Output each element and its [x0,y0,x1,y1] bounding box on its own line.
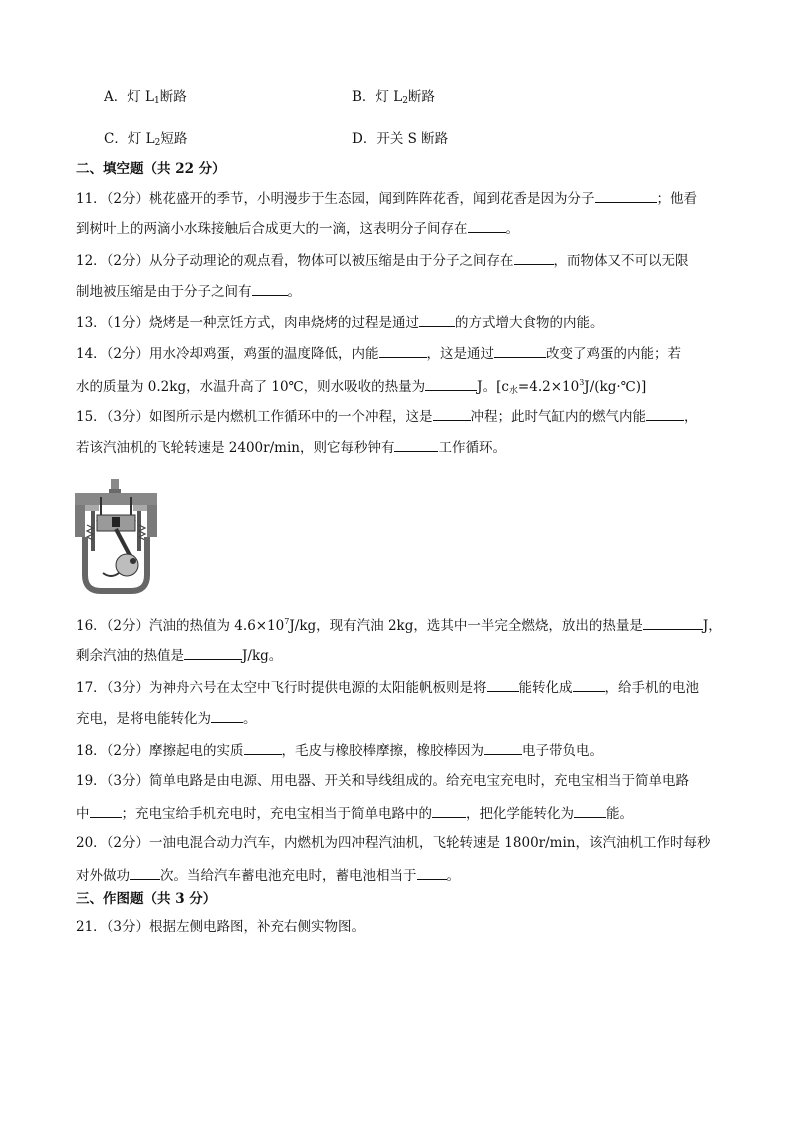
q15-text-e: 工作循环。 [438,440,506,456]
question-12-line-2 [76,281,301,301]
q16-text-c: J， [702,618,722,634]
answer-blank[interactable] [90,803,122,818]
answer-blank[interactable] [433,406,471,421]
q13-text-b: 的方式增大食物的内能。 [455,315,604,331]
answer-blank[interactable] [419,312,455,327]
question-20-line-1: 20．（2分）一油电混合动力汽车，内燃机为四冲程汽油机，飞轮转速是 1800r/min，该汽油机工作时每秒 [76,835,711,851]
q19-text-c: ，把化学能转化为 [466,806,574,822]
question-19-line-2 [76,803,633,823]
option-c-text: C．灯 L [104,131,155,147]
q16-sup: 7 [284,617,290,626]
q13-text-a: 13．（1分）烧烤是一种烹饪方式，肉串烧烤的过程是通过 [76,315,420,331]
answer-blank[interactable] [417,865,447,880]
answer-blank[interactable] [484,740,522,755]
q17-text-e: 。 [243,711,257,727]
q18-text-a: 18．（2分）摩擦起电的实质 [76,743,244,759]
q14-text-d: 水的质量为 0.2kg，水温升高了 10℃，则水吸收的热量为 [76,379,426,395]
question-15-line-2 [76,437,506,457]
question-11-line-1 [76,188,697,208]
option-b [352,88,435,110]
engine-cylinder-figure [71,477,161,595]
answer-blank[interactable] [379,343,427,358]
q12-text-c: 制地被压缩是由于分子之间有 [76,284,252,300]
q11-text-a: 11．（2分）桃花盛开的季节，小明漫步于生态园，闻到阵阵花香，闻到花香是因为分子 [76,191,595,207]
q19-text-d: 能。 [606,806,633,822]
question-14-line-2 [76,374,646,400]
q17-text-c: ，给手机的电池 [604,680,700,696]
question-11-line-2 [76,218,519,238]
option-a [104,88,187,110]
option-b-text: B．灯 L [352,89,403,105]
q14-text-c: 改变了鸡蛋的内能；若 [546,346,682,362]
question-16-line-1 [76,613,722,635]
q18-text-c: 电子带负电。 [522,743,604,759]
q14-text-g: J/(kg·℃)] [584,379,647,395]
q11-text-c: 到树叶上的两滴小水珠接触后合成更大的一滴，这表明分子间存在 [76,221,468,237]
question-21: 21．（3分）根据左侧电路图，补充右侧实物图。 [76,919,366,935]
q14-sub: 水 [508,386,518,396]
q16-text-a: 16．（2分）汽油的热值为 4.6×10 [76,618,285,634]
answer-blank[interactable] [646,406,684,421]
answer-blank[interactable] [468,218,506,233]
q17-text-a: 17．（3分）为神舟六号在太空中飞行时提供电源的太阳能帆板则是将 [76,680,487,696]
answer-blank[interactable] [184,645,242,660]
question-15-line-1 [76,406,698,426]
answer-blank[interactable] [244,740,282,755]
answer-blank[interactable] [574,803,606,818]
option-c [104,130,187,152]
q15-text-b: 冲程；此时气缸内的燃气内能 [470,409,647,425]
option-d: D．开关 S 断路 [352,131,449,147]
question-19-line-1: 19．（3分）简单电路是由电源、用电器、开关和导线组成的。给充电宝充电时，充电宝相当于简单电路 [76,773,690,789]
q19-text-a: 中 [76,806,90,822]
q15-text-c: ， [684,409,698,425]
option-a-sub: 1 [154,96,160,106]
option-a-text: A．灯 L [104,89,155,105]
q14-text-a: 14．（2分）用水冷却鸡蛋，鸡蛋的温度降低，内能 [76,346,379,362]
q19-text-b: ；充电宝给手机充电时，充电宝相当于简单电路中的 [121,806,432,822]
q12-text-b: ，而物体又不可以无限 [553,253,689,269]
q17-text-d: 充电，是将电能转化为 [76,711,211,727]
question-13 [76,312,604,332]
q20-text-b: 次。当给汽车蓄电池充电时，蓄电池相当于 [160,868,417,884]
answer-blank[interactable] [432,803,466,818]
question-17-line-1 [76,677,699,697]
option-b-suffix: 断路 [407,89,435,105]
answer-blank[interactable] [425,376,477,391]
section-drawing-heading: 三、作图题（共 3 分） [76,891,217,907]
q16-text-d: 剩余汽油的热值是 [76,648,184,664]
section-fill-heading: 二、填空题（共 22 分） [76,161,226,177]
option-c-suffix: 短路 [160,131,188,147]
question-17-line-2 [76,708,257,728]
q20-text-c: 。 [446,868,460,884]
answer-blank[interactable] [595,188,657,203]
answer-blank[interactable] [494,343,546,358]
question-16-line-2 [76,645,282,665]
q14-sup: 3 [579,378,585,387]
question-20-line-2 [76,865,460,885]
q11-text-b: ；他看 [656,191,698,207]
question-12-line-1 [76,250,689,270]
q12-text-d: 。 [287,284,301,300]
q15-text-d: 若该汽油机的飞轮转速是 2400r/min，则它每秒钟有 [76,440,395,456]
answer-blank[interactable] [573,677,605,692]
q16-text-e: J/kg。 [242,648,283,664]
question-18 [76,740,603,760]
question-14-line-1 [76,343,681,363]
answer-blank[interactable] [394,437,438,452]
answer-blank[interactable] [252,281,288,296]
q11-text-d: 。 [505,221,519,237]
q16-text-b: J/kg，现有汽油 2kg，选其中一半完全燃烧，放出的热量是 [289,618,643,634]
q17-text-b: 能转化成 [518,680,573,696]
q14-text-f: =4.2×10 [517,379,580,395]
option-b-sub: 2 [402,96,408,106]
option-c-sub: 2 [154,138,161,148]
answer-blank[interactable] [130,865,160,880]
answer-blank[interactable] [643,615,703,630]
q14-text-b: ，这是通过 [426,346,495,362]
q20-text-a: 对外做功 [76,868,130,884]
answer-blank[interactable] [514,250,554,265]
q14-text-e: J。[c [477,379,509,395]
q12-text-a: 12．（2分）从分子动理论的观点看，物体可以被压缩是由于分子之间存在 [76,253,514,269]
answer-blank[interactable] [211,708,243,723]
option-a-suffix: 断路 [159,89,187,105]
q18-text-b: ，毛皮与橡胶棒摩擦，橡胶棒因为 [281,743,485,759]
answer-blank[interactable] [487,677,519,692]
q15-text-a: 15．（3分）如图所示是内燃机工作循环中的一个冲程，这是 [76,409,433,425]
